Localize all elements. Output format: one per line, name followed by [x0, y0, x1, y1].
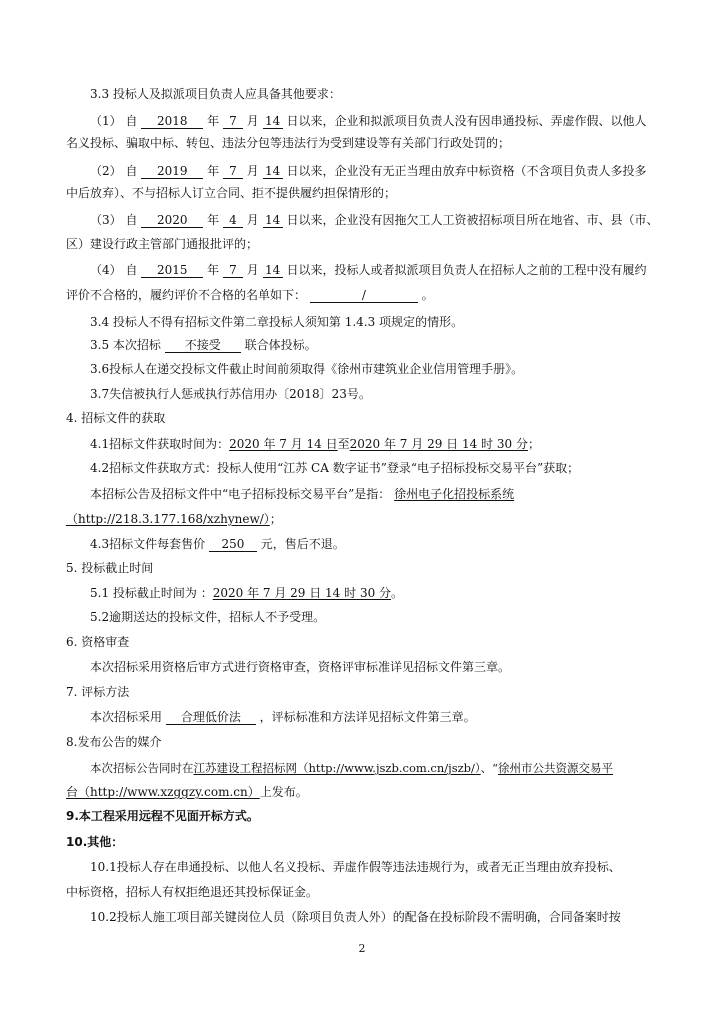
section-5-1: 5.1 投标截止时间为 ：2020 年 7 月 29 日 14 时 30 分。	[90, 586, 404, 600]
media-site-2: 徐州市公共资源交易平	[498, 761, 614, 775]
media-site-1: 江苏建设工程招标网（http://www.jszb.com.cn/jszb/）	[193, 761, 481, 775]
deadline-time: 2020 年 7 月 29 日 14 时 30 分	[212, 586, 392, 600]
section-3-6: 3.6投标人在递交投标文件截止时间前须取得《徐州市建筑业企业信用管理手册》。	[90, 362, 524, 376]
platform-url: （http://218.3.177.168/xzhynew/）	[66, 512, 270, 526]
item-2-line: （2） 自 2019 年 7 月 14 日以来，企业没有无正当理由放弃中标资格（不含项目负责人多投多	[90, 164, 647, 178]
section-7-text: 本次招标采用 合理低价法 ，评标标准和方法详见招标文件第三章。	[90, 710, 476, 724]
month-field: 7	[223, 263, 243, 278]
year-field: 2020	[141, 213, 203, 228]
media-site-2-cont: 台（http://www.xzggzy.com.cn）	[66, 785, 260, 799]
item-4-cont: 评价不合格的，履约评价不合格的名单如下： / 。	[66, 288, 434, 302]
section-6-text: 本次招标采用资格后审方式进行资格审查，资格评审标准详见招标文件第三章。	[90, 660, 511, 674]
section-10-1: 10.1投标人存在串通投标、以他人名义投标、弄虚作假等违法违规行为，或者无正当理由放弃投标、	[90, 860, 621, 874]
year-field: 2019	[141, 164, 203, 179]
month-field: 7	[223, 114, 243, 129]
day-field: 14	[263, 263, 283, 278]
item-3-line: （3） 自 2020 年 4 月 14 日以来，企业没有因拖欠工人工资被招标项目所在地省、市、县（市、	[90, 213, 659, 227]
section-4-1: 4.1招标文件获取时间为：2020 年 7 月 14 日至2020 年 7 月 29 日 14 时 30 分；	[90, 437, 540, 451]
month-field: 7	[223, 164, 243, 179]
section-3-5: 3.5 本次招标 不接受 联合体投标。	[90, 338, 317, 352]
day-field: 14	[263, 164, 283, 179]
section-5-heading: 5. 投标截止时间	[66, 561, 154, 575]
section-3-3-heading: 3.3 投标人及拟派项目负责人应具备其他要求：	[90, 87, 341, 101]
day-field: 14	[263, 213, 283, 228]
section-9: 9.本工程采用远程不见面开标方式。	[66, 809, 259, 823]
price-field: 250	[209, 537, 257, 552]
item-3-cont: 区）建设行政主管部门通报批评的；	[66, 237, 259, 251]
day-field: 14	[263, 114, 283, 129]
platform-url-line: （http://218.3.177.168/xzhynew/）；	[66, 512, 282, 526]
section-8-line-2: 台（http://www.xzggzy.com.cn）上发布。	[66, 785, 308, 799]
section-10-heading: 10.其他：	[66, 835, 124, 849]
disqualified-list-field: /	[310, 288, 418, 303]
page-number: 2	[358, 942, 366, 955]
item-1-line: （1） 自 2018 年 7 月 14 日以来，企业和拟派项目负责人没有因串通投标、弄虚作假、以他人	[90, 114, 647, 128]
month-field: 4	[223, 213, 243, 228]
item-2-cont: 中后放弃）、不与招标人订立合同、拒不提供履约担保情形的；	[66, 186, 397, 200]
section-7-heading: 7. 评标方法	[66, 685, 130, 699]
section-8-line-1: 本次招标公告同时在江苏建设工程招标网（http://www.jszb.com.cn/jszb/）、“徐州市公共资源交易平	[90, 761, 614, 775]
section-4-heading: 4. 招标文件的获取	[66, 411, 166, 425]
start-time: 2020 年 7 月 14 日	[229, 437, 338, 451]
section-3-7: 3.7失信被执行人惩戒执行苏信用办〔2018〕23号。	[90, 387, 371, 401]
section-8-heading: 8.发布公告的媒介	[66, 735, 162, 749]
platform-line: 本招标公告及招标文件中“电子招标投标交易平台”是指： 徐州电子化招投标系统	[90, 487, 515, 501]
joint-bid-field: 不接受	[165, 338, 241, 353]
section-4-2: 4.2招标文件获取方式：投标人使用“江苏 CA 数字证书”登录“电子招标投标交易平台”获取；	[90, 461, 580, 475]
eval-method-field: 合理低价法	[166, 710, 256, 725]
section-5-2: 5.2逾期送达的投标文件，招标人不予受理。	[90, 610, 326, 624]
section-4-3: 4.3招标文件每套售价 250 元，售后不退。	[90, 537, 345, 551]
item-1-cont: 名义投标、骗取中标、转包、违法分包等违法行为受到建设等有关部门行政处罚的；	[66, 136, 511, 150]
section-10-1-cont: 中标资格，招标人有权拒绝退还其投标保证金。	[66, 885, 319, 899]
section-6-heading: 6. 资格审查	[66, 635, 130, 649]
platform-name: 徐州电子化招投标系统	[394, 487, 515, 501]
item-4-line: （4） 自 2015 年 7 月 14 日以来，投标人或者拟派项目负责人在招标人之前的工程中没有履约	[90, 263, 647, 277]
section-10-2: 10.2投标人施工项目部关键岗位人员（除项目负责人外）的配备在投标阶段不需明确，合同备案时按	[90, 910, 621, 924]
year-field: 2015	[141, 263, 203, 278]
section-3-4: 3.4 投标人不得有招标文件第二章投标人须知第 1.4.3 项规定的情形。	[90, 315, 464, 329]
year-field: 2018	[141, 114, 203, 129]
end-time: 2020 年 7 月 29 日 14 时 30 分	[349, 437, 528, 451]
